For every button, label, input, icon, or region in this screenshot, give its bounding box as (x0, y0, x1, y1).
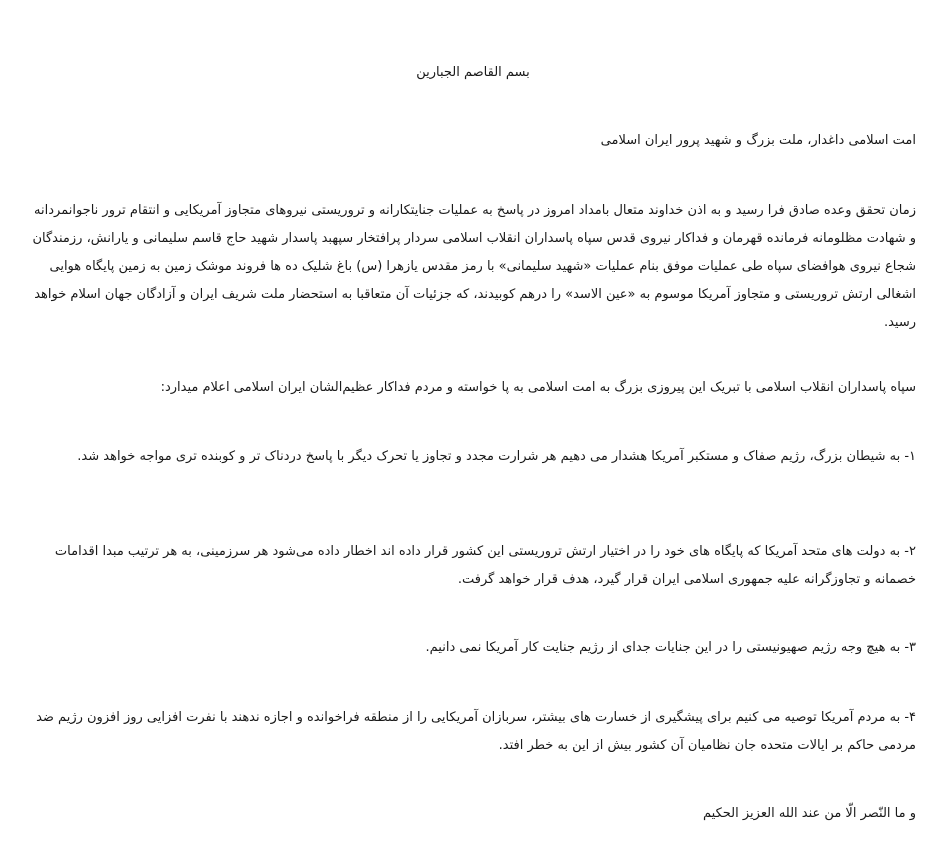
list-item: ۳- به هیچ وجه رژیم صهیونیستی را در این جنایات جدای از رژیم جنایت کار آمریکا نمی دانیم. (425, 640, 916, 655)
closing-line: و ما النّصر الّا من عند الله العزیز الحکیم (703, 806, 916, 821)
list-item: ۴- به مردم آمریکا توصیه می کنیم برای پیشگیری از خسارت های بیشتر، سربازان آمریکایی را از منطقه فراخوانده و اجازه ندهند با نفرت افزایی روز افزون رژیم ضد مردمی حاکم بر ایالات متحده جان نظامیان آن کشور بیش از این به خطر افتد. (36, 710, 916, 753)
document-title: بسم القاصم الجبارين (416, 65, 530, 80)
intro-paragraph: سپاه پاسداران انقلاب اسلامی با تبریک این پیروزی بزرگ به امت اسلامی به پا خواسته و مردم فداکار عظیم‌الشان ایران اسلامی اعلام میدارد: (160, 380, 916, 395)
greeting-line: امت اسلامی داغدار، ملت بزرگ و شهید پرور ایران اسلامی (600, 133, 916, 148)
statement-document (30, 0, 916, 864)
list-item: ۲- به دولت های متحد آمریکا که پایگاه های خود را در اختیار ارتش تروریستی این کشور قرار داده اند اخطار داده می‌شود هر سرزمینی، به هر ترتیب مبدا اقدامات خصمانه و تجاوزگرانه علیه جمهوری اسلامی ایران قرار گیرد، هدف قرار خواهد گرفت. (54, 544, 916, 587)
list-item: ۱- به شیطان بزرگ، رژیم صفاک و مستکبر آمریکا هشدار می دهیم هر شرارت مجدد و تجاوز یا تحرک دیگر با پاسخ دردناک تر و کوبنده تری مواجه خواهد شد. (77, 449, 916, 464)
main-paragraph: زمان تحقق وعده صادق فرا رسید و به اذن خداوند متعال بامداد امروز در پاسخ به عملیات جنایتکارانه و تروریستی نیروهای متجاوز آمریکایی و انتقام ترور ناجوانمردانه و شهادت مظلومانه فرمانده قهرمان و فداکار نیروی قدس سپاه پاسداران انقلاب اسلامی سردار پرافتخار سپهبد پاسدار شهید حاج قاسم سلیمانی و یارانش، رزمندگان شجاع نیروی هوافضای سپاه طی عملیات موفق بنام عملیات «شهید سلیمانی» با رمز مقدس یازهرا (س) باغ شلیک ده ها فروند موشک زمین به زمین پایگاه هوایی اشغالی ارتش تروریستی و متجاوز آمریکا موسوم به «عین الاسد» را درهم کوبیدند، که جزئیات آن متعاقبا به استحضار ملت شریف ایران و آزادگان جهان اسلام خواهد رسید. (32, 203, 916, 330)
